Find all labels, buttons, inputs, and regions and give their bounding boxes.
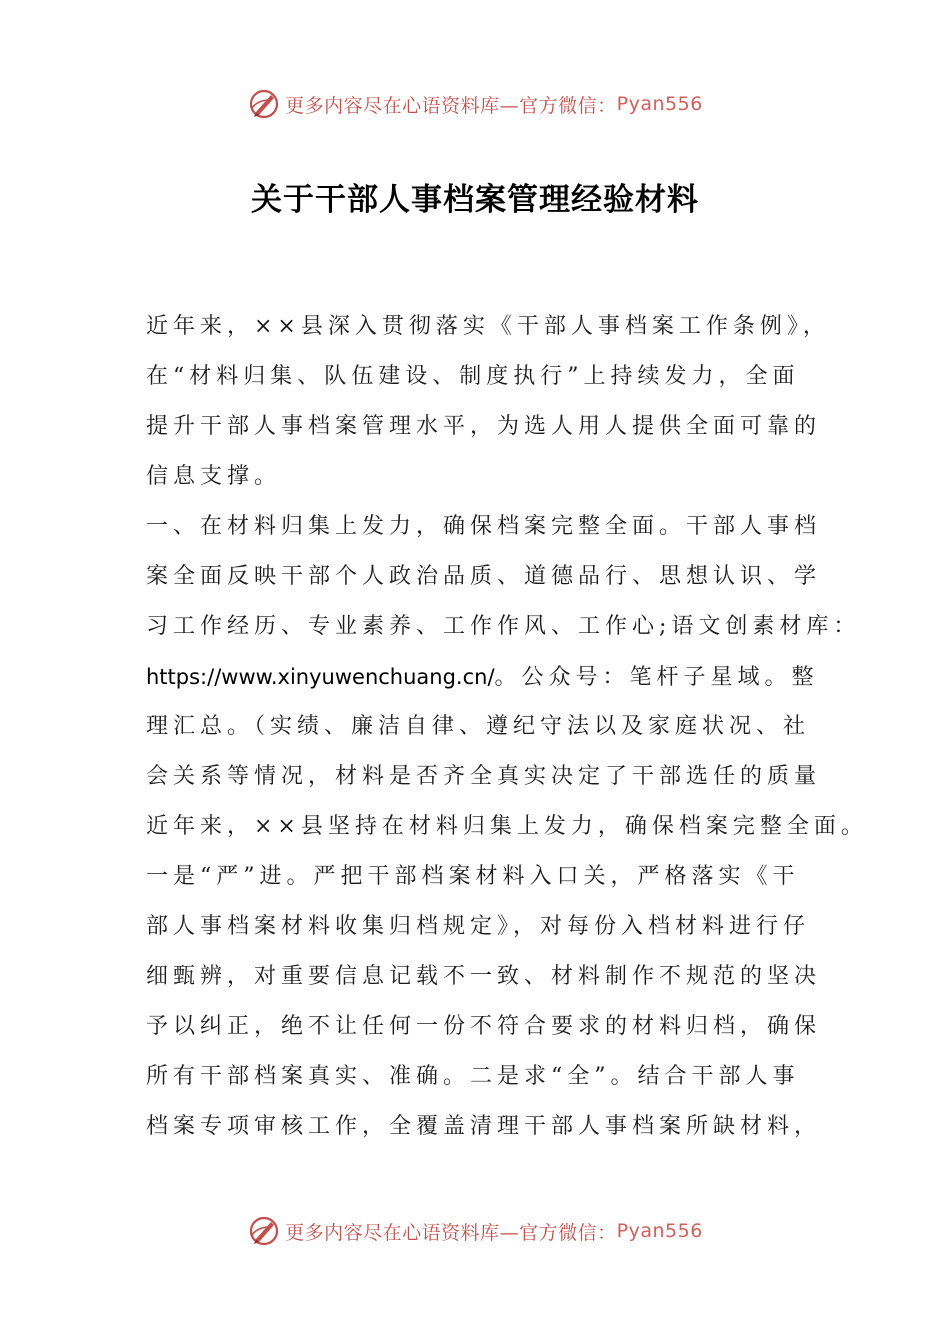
body-line: 近年来，××县坚持在材料归集上发力，确保档案完整全面。 [146,814,868,839]
body-line: 档案专项审核工作，全覆盖清理干部人事档案所缺材料， [146,1114,822,1139]
body-line: 一是“严”进。严把干部档案材料入口关，严格落实《干 [146,864,800,889]
body-line: 近年来，××县深入贯彻落实《干部人事档案工作条例》， [146,314,830,339]
watermark-header [0,84,950,124]
watermark-footer [0,1211,950,1251]
body-line: 予以纠正，绝不让任何一份不符合要求的材料归档，确保 [146,1014,822,1039]
body-line-url-rest: 。公众号：笔杆子星域。整 [494,665,819,690]
body-line: 提升干部人事档案管理水平，为选人用人提供全面可靠的 [146,414,822,439]
body-line: 信息支撑。 [146,464,282,489]
watermark-wechat-id: Pyan556 [616,1220,703,1242]
website-link[interactable]: https://www.xinyuwenchuang.cn/ [146,665,495,689]
body-line: 细甄辨，对重要信息记载不一致、材料制作不规范的坚决 [146,964,822,989]
watermark-text: 更多内容尽在心语资料库—官方微信： [285,94,617,117]
body-line-url [146,652,836,702]
body-line: 在“材料归集、队伍建设、制度执行”上持续发力，全面 [146,364,800,389]
body-line: 会关系等情况，材料是否齐全真实决定了干部选任的质量 [146,764,822,789]
document-title: 关于干部人事档案管理经验材料 [251,182,699,218]
body-line: 习工作经历、专业素养、工作作风、工作心;语文创素材库： [146,614,861,639]
body-line: 部人事档案材料收集归档规定》，对每份入档材料进行仔 [146,914,811,939]
watermark-wechat-id: Pyan556 [616,93,703,115]
body-line: 理汇总。（实绩、廉洁自律、遵纪守法以及家庭状况、社 [146,714,811,739]
body-line: 所有干部档案真实、准确。二是求“全”。结合干部人事 [146,1064,800,1089]
pen-logo-icon [247,1214,281,1248]
watermark-text: 更多内容尽在心语资料库—官方微信： [285,1221,617,1244]
pen-logo-icon [247,87,281,121]
body-line: 案全面反映干部个人政治品质、道德品行、思想认识、学 [146,564,822,589]
document-body [146,302,868,1152]
body-line: 一、在材料归集上发力，确保档案完整全面。干部人事档 [146,514,822,539]
